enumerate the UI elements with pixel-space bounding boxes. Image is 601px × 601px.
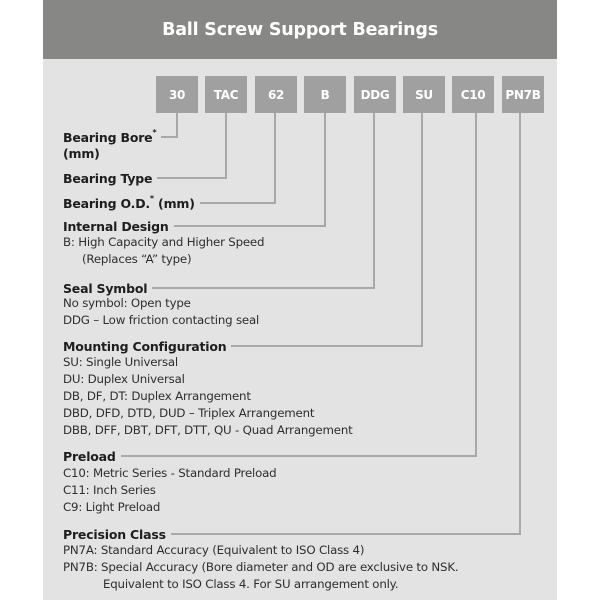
bearing-bore-label: Bearing Bore*: [63, 127, 157, 145]
seal-symbol-line: No symbol: Open type: [63, 296, 191, 310]
internal-design-label: Internal Design: [63, 218, 169, 234]
precision-class-line: PN7B: Special Accuracy (Bore diameter and OD are exclusive to NSK.: [63, 560, 459, 574]
connector-seal: [373, 113, 375, 289]
panel-header: [43, 0, 557, 59]
seal-symbol-label: Seal Symbol: [63, 280, 148, 296]
internal-design-leader: [174, 225, 326, 227]
preload-leader: [121, 455, 477, 457]
internal-design-description: [63, 234, 264, 268]
mounting-configuration-line: DBB, DFF, DBT, DFT, DTT, QU - Quad Arrangement: [63, 423, 353, 437]
code-box-seal: DDG: [354, 76, 396, 113]
internal-design-line: (Replaces “A” type): [82, 252, 192, 266]
precision-class-line: Equivalent to ISO Class 4. For SU arrangement only.: [103, 577, 399, 591]
bearing-type-leader: [157, 177, 227, 179]
bearing-bore-unit: (mm): [63, 146, 100, 161]
bearing-od-leader: [200, 202, 276, 204]
code-box-preload: C10: [452, 76, 494, 113]
connector-preload: [475, 113, 477, 457]
mounting-configuration-line: SU: Single Universal: [63, 355, 178, 369]
connector-od: [274, 113, 276, 204]
precision-class-line: PN7A: Standard Accuracy (Equivalent to ISO Class 4): [63, 543, 365, 557]
precision-class-leader: [171, 533, 521, 535]
mounting-configuration-leader: [231, 345, 423, 347]
mounting-configuration-line: DU: Duplex Universal: [63, 372, 185, 386]
code-box-type: TAC: [205, 76, 247, 113]
code-box-internal-design: B: [304, 76, 346, 113]
preload-line: C11: Inch Series: [63, 483, 156, 497]
preload-line: C10: Metric Series - Standard Preload: [63, 466, 277, 480]
section-internal-design: [63, 218, 326, 234]
code-box-mounting: SU: [403, 76, 445, 113]
seal-symbol-leader: [152, 287, 375, 289]
code-box-bore: 30: [156, 76, 198, 113]
connector-internal-design: [324, 113, 326, 227]
seal-symbol-line: DDG – Low friction contacting seal: [63, 313, 260, 327]
connector-mounting: [421, 113, 423, 347]
internal-design-line: B: High Capacity and Higher Speed: [63, 235, 265, 249]
mounting-configuration-label: Mounting Configuration: [63, 338, 227, 354]
seal-symbol-description: [63, 295, 259, 329]
precision-class-description: [63, 542, 458, 593]
section-seal-symbol: [63, 280, 375, 296]
precision-class-label: Precision Class: [63, 526, 166, 542]
section-bearing-od: [63, 195, 276, 211]
code-box-precision: PN7B: [502, 76, 544, 113]
section-precision-class: [63, 526, 521, 542]
section-preload: [63, 448, 477, 464]
code-box-od: 62: [255, 76, 297, 113]
preload-description: [63, 465, 276, 516]
mounting-configuration-line: DB, DF, DT: Duplex Arrangement: [63, 389, 251, 403]
connector-precision: [519, 113, 521, 535]
section-bearing-type: [63, 170, 227, 186]
preload-label: Preload: [63, 448, 116, 464]
section-mounting-configuration: [63, 338, 423, 354]
section-bearing-bore: [63, 129, 178, 145]
mounting-configuration-description: [63, 354, 353, 439]
bearing-od-label: Bearing O.D.* (mm): [63, 193, 195, 211]
mounting-configuration-line: DBD, DFD, DTD, DUD – Triplex Arrangement: [63, 406, 315, 420]
preload-line: C9: Light Preload: [63, 500, 161, 514]
bearing-type-label: Bearing Type: [63, 170, 153, 186]
page-title: Ball Screw Support Bearings: [162, 19, 438, 40]
bearing-bore-leader: [161, 136, 178, 138]
